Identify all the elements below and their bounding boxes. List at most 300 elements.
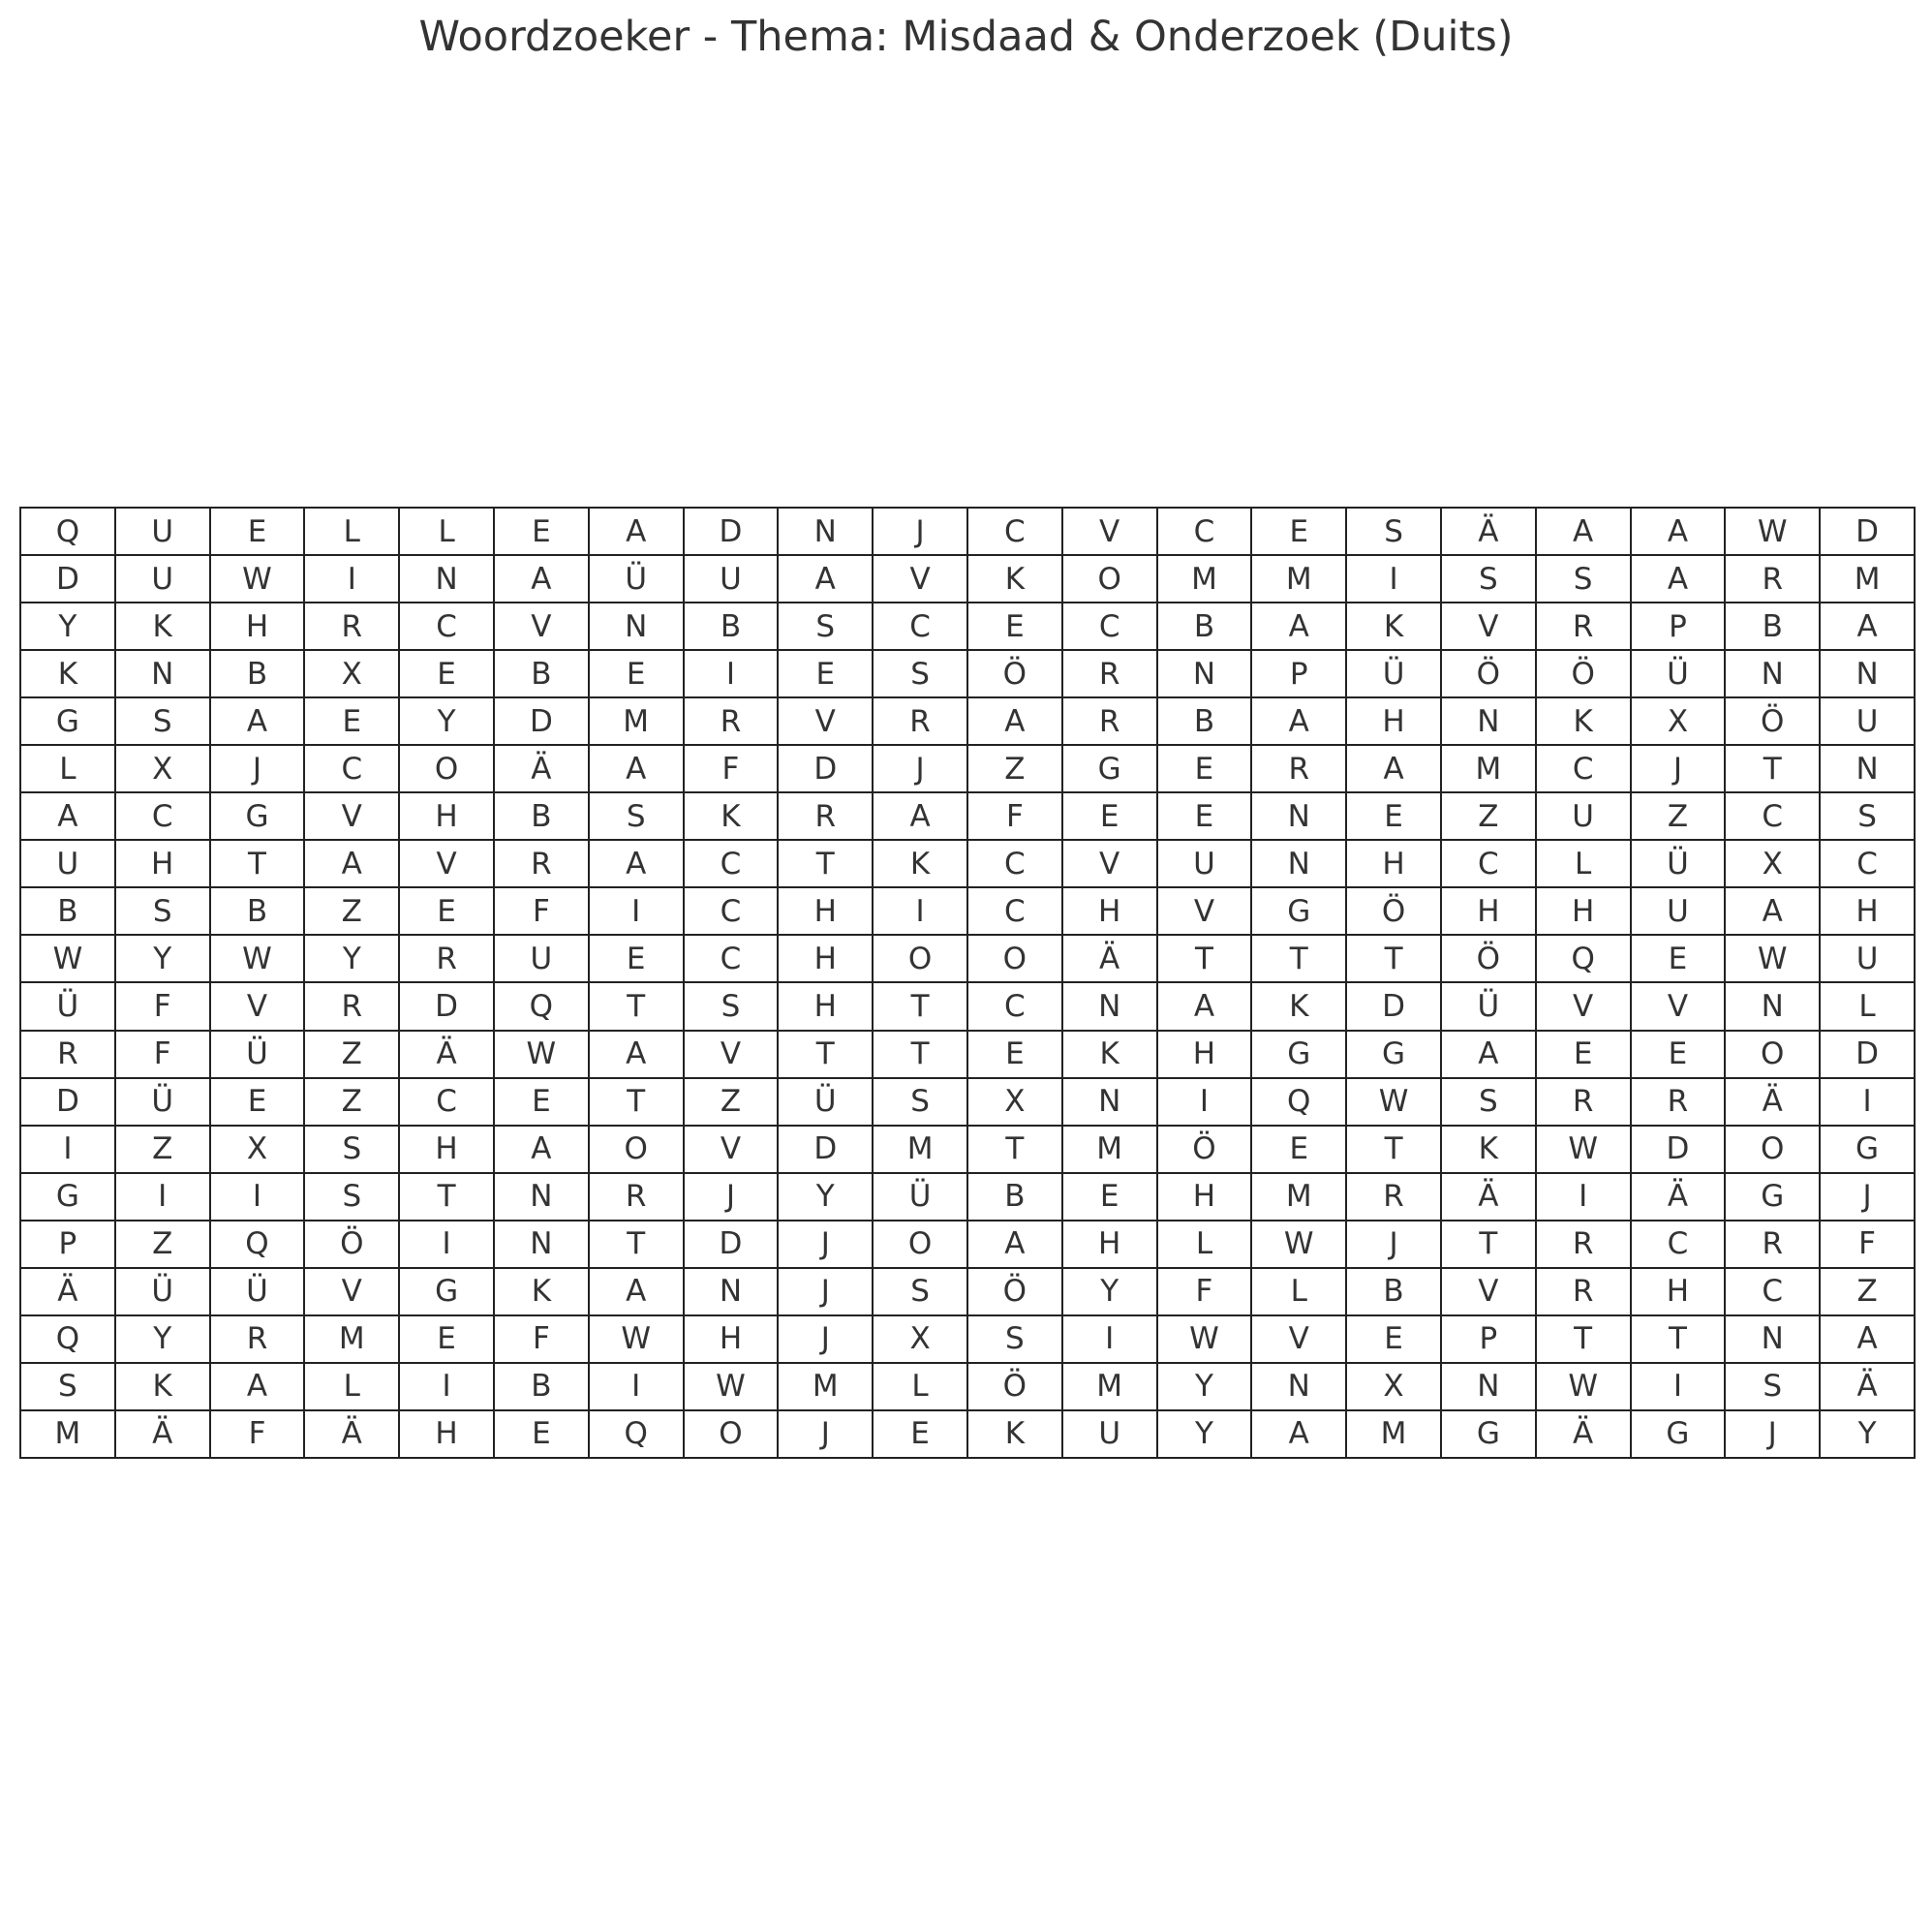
grid-cell[interactable]: D [684, 1221, 779, 1268]
grid-cell[interactable]: N [1251, 840, 1346, 887]
grid-cell[interactable]: W [1536, 1363, 1631, 1410]
grid-cell[interactable]: Ö [1725, 697, 1820, 745]
grid-cell[interactable]: T [1157, 935, 1252, 982]
grid-cell[interactable]: A [1820, 1315, 1915, 1363]
grid-cell[interactable]: R [304, 982, 399, 1030]
grid-cell[interactable]: A [20, 792, 115, 840]
grid-cell[interactable]: U [1157, 840, 1252, 887]
grid-cell[interactable]: B [967, 1173, 1062, 1221]
grid-cell[interactable]: R [1725, 555, 1820, 603]
grid-cell[interactable]: A [494, 555, 589, 603]
grid-cell[interactable]: Y [20, 603, 115, 650]
grid-cell[interactable]: A [1631, 555, 1726, 603]
grid-cell[interactable]: L [1536, 840, 1631, 887]
grid-cell[interactable]: F [684, 745, 779, 792]
grid-cell[interactable]: Ü [20, 982, 115, 1030]
grid-cell[interactable]: E [1157, 745, 1252, 792]
grid-cell[interactable]: Ä [115, 1410, 210, 1458]
grid-cell[interactable]: C [684, 887, 779, 935]
grid-cell[interactable]: Ö [1157, 1126, 1252, 1173]
grid-cell[interactable]: X [1346, 1363, 1441, 1410]
grid-cell[interactable]: Ö [1441, 650, 1536, 697]
grid-cell[interactable]: Ä [1725, 1078, 1820, 1126]
grid-cell[interactable]: Ä [494, 745, 589, 792]
grid-cell[interactable]: C [967, 982, 1062, 1030]
grid-cell[interactable]: U [1820, 935, 1915, 982]
grid-cell[interactable]: K [115, 1363, 210, 1410]
grid-cell[interactable]: Q [1251, 1078, 1346, 1126]
grid-cell[interactable]: M [1251, 555, 1346, 603]
grid-cell[interactable]: R [684, 697, 779, 745]
grid-cell[interactable]: E [1157, 792, 1252, 840]
grid-cell[interactable]: C [1631, 1221, 1726, 1268]
grid-cell[interactable]: O [399, 745, 494, 792]
grid-cell[interactable]: T [1441, 1221, 1536, 1268]
grid-cell[interactable]: X [873, 1315, 967, 1363]
grid-cell[interactable]: B [1157, 603, 1252, 650]
grid-cell[interactable]: N [1725, 650, 1820, 697]
grid-cell[interactable]: O [589, 1126, 684, 1173]
grid-cell[interactable]: A [494, 1126, 589, 1173]
grid-cell[interactable]: Ä [399, 1031, 494, 1078]
grid-cell[interactable]: R [494, 840, 589, 887]
grid-cell[interactable]: X [1631, 697, 1726, 745]
grid-cell[interactable]: Y [778, 1173, 873, 1221]
grid-cell[interactable]: D [20, 555, 115, 603]
grid-cell[interactable]: I [684, 650, 779, 697]
grid-cell[interactable]: C [684, 840, 779, 887]
grid-cell[interactable]: S [1536, 555, 1631, 603]
grid-cell[interactable]: C [399, 603, 494, 650]
grid-cell[interactable]: A [873, 792, 967, 840]
grid-cell[interactable]: Ö [1536, 650, 1631, 697]
grid-cell[interactable]: C [1725, 792, 1820, 840]
grid-cell[interactable]: L [1157, 1221, 1252, 1268]
grid-cell[interactable]: G [20, 1173, 115, 1221]
grid-cell[interactable]: S [304, 1173, 399, 1221]
grid-cell[interactable]: O [873, 1221, 967, 1268]
grid-cell[interactable]: W [210, 935, 305, 982]
grid-cell[interactable]: T [210, 840, 305, 887]
grid-cell[interactable]: Ü [210, 1268, 305, 1315]
grid-cell[interactable]: H [1062, 1221, 1157, 1268]
grid-cell[interactable]: D [399, 982, 494, 1030]
grid-cell[interactable]: R [1536, 603, 1631, 650]
grid-cell[interactable]: V [778, 697, 873, 745]
grid-cell[interactable]: U [1062, 1410, 1157, 1458]
grid-cell[interactable]: N [778, 508, 873, 555]
grid-cell[interactable]: V [684, 1031, 779, 1078]
grid-cell[interactable]: Ä [1631, 1173, 1726, 1221]
grid-cell[interactable]: L [304, 508, 399, 555]
grid-cell[interactable]: G [1251, 1031, 1346, 1078]
grid-cell[interactable]: Q [210, 1221, 305, 1268]
grid-cell[interactable]: A [778, 555, 873, 603]
grid-cell[interactable]: Z [304, 887, 399, 935]
grid-cell[interactable]: W [1725, 935, 1820, 982]
grid-cell[interactable]: A [1157, 982, 1252, 1030]
grid-cell[interactable]: B [494, 1363, 589, 1410]
grid-cell[interactable]: P [20, 1221, 115, 1268]
grid-cell[interactable]: C [1820, 840, 1915, 887]
grid-cell[interactable]: L [399, 508, 494, 555]
grid-cell[interactable]: Y [1062, 1268, 1157, 1315]
grid-cell[interactable]: I [1536, 1173, 1631, 1221]
grid-cell[interactable]: N [1725, 982, 1820, 1030]
grid-cell[interactable]: V [304, 792, 399, 840]
grid-cell[interactable]: A [304, 840, 399, 887]
grid-cell[interactable]: R [1251, 745, 1346, 792]
grid-cell[interactable]: S [684, 982, 779, 1030]
grid-cell[interactable]: I [1157, 1078, 1252, 1126]
grid-cell[interactable]: Ü [210, 1031, 305, 1078]
grid-cell[interactable]: A [589, 1268, 684, 1315]
grid-cell[interactable]: M [1062, 1126, 1157, 1173]
grid-cell[interactable]: M [778, 1363, 873, 1410]
grid-cell[interactable]: N [1157, 650, 1252, 697]
grid-cell[interactable]: J [778, 1221, 873, 1268]
grid-cell[interactable]: N [1062, 982, 1157, 1030]
grid-cell[interactable]: T [1346, 935, 1441, 982]
grid-cell[interactable]: C [115, 792, 210, 840]
grid-cell[interactable]: K [873, 840, 967, 887]
grid-cell[interactable]: Ö [1346, 887, 1441, 935]
grid-cell[interactable]: G [210, 792, 305, 840]
grid-cell[interactable]: A [1251, 697, 1346, 745]
grid-cell[interactable]: U [115, 508, 210, 555]
grid-cell[interactable]: H [399, 1126, 494, 1173]
grid-cell[interactable]: R [1062, 697, 1157, 745]
grid-cell[interactable]: I [115, 1173, 210, 1221]
grid-cell[interactable]: D [778, 745, 873, 792]
grid-cell[interactable]: S [1346, 508, 1441, 555]
grid-cell[interactable]: V [399, 840, 494, 887]
grid-cell[interactable]: Ü [1631, 840, 1726, 887]
grid-cell[interactable]: V [1062, 508, 1157, 555]
grid-cell[interactable]: U [1631, 887, 1726, 935]
grid-cell[interactable]: Q [494, 982, 589, 1030]
grid-cell[interactable]: A [589, 840, 684, 887]
grid-cell[interactable]: Ä [1441, 508, 1536, 555]
grid-cell[interactable]: H [399, 1410, 494, 1458]
grid-cell[interactable]: B [20, 887, 115, 935]
grid-cell[interactable]: E [494, 508, 589, 555]
grid-cell[interactable]: E [1631, 935, 1726, 982]
grid-cell[interactable]: R [20, 1031, 115, 1078]
grid-cell[interactable]: A [967, 697, 1062, 745]
grid-cell[interactable]: Ö [967, 1268, 1062, 1315]
grid-cell[interactable]: Ü [589, 555, 684, 603]
grid-cell[interactable]: A [1536, 508, 1631, 555]
grid-cell[interactable]: A [967, 1221, 1062, 1268]
grid-cell[interactable]: R [1536, 1268, 1631, 1315]
grid-cell[interactable]: S [115, 887, 210, 935]
grid-cell[interactable]: N [1725, 1315, 1820, 1363]
grid-cell[interactable]: P [1251, 650, 1346, 697]
grid-cell[interactable]: K [967, 555, 1062, 603]
grid-cell[interactable]: D [1820, 508, 1915, 555]
grid-cell[interactable]: X [304, 650, 399, 697]
grid-cell[interactable]: F [494, 1315, 589, 1363]
grid-cell[interactable]: E [1062, 1173, 1157, 1221]
grid-cell[interactable]: V [210, 982, 305, 1030]
grid-cell[interactable]: G [20, 697, 115, 745]
grid-cell[interactable]: S [1725, 1363, 1820, 1410]
grid-cell[interactable]: C [967, 840, 1062, 887]
grid-cell[interactable]: Z [1441, 792, 1536, 840]
grid-cell[interactable]: I [1346, 555, 1441, 603]
grid-cell[interactable]: Y [304, 935, 399, 982]
grid-cell[interactable]: N [494, 1173, 589, 1221]
grid-cell[interactable]: J [778, 1268, 873, 1315]
grid-cell[interactable]: B [210, 887, 305, 935]
grid-cell[interactable]: M [20, 1410, 115, 1458]
grid-cell[interactable]: M [1157, 555, 1252, 603]
grid-cell[interactable]: E [210, 508, 305, 555]
grid-cell[interactable]: I [873, 887, 967, 935]
grid-cell[interactable]: J [873, 745, 967, 792]
grid-cell[interactable]: J [873, 508, 967, 555]
grid-cell[interactable]: Ü [1631, 650, 1726, 697]
grid-cell[interactable]: F [967, 792, 1062, 840]
grid-cell[interactable]: L [873, 1363, 967, 1410]
grid-cell[interactable]: Z [304, 1078, 399, 1126]
grid-cell[interactable]: E [1346, 1315, 1441, 1363]
grid-cell[interactable]: Y [1157, 1410, 1252, 1458]
grid-cell[interactable]: Y [115, 935, 210, 982]
grid-cell[interactable]: H [1157, 1173, 1252, 1221]
grid-cell[interactable]: E [1536, 1031, 1631, 1078]
grid-cell[interactable]: W [1725, 508, 1820, 555]
grid-cell[interactable]: F [115, 982, 210, 1030]
grid-cell[interactable]: R [1062, 650, 1157, 697]
grid-cell[interactable]: V [684, 1126, 779, 1173]
grid-cell[interactable]: Ä [1062, 935, 1157, 982]
grid-cell[interactable]: C [967, 508, 1062, 555]
grid-cell[interactable]: Y [399, 697, 494, 745]
grid-cell[interactable]: L [1820, 982, 1915, 1030]
grid-cell[interactable]: L [20, 745, 115, 792]
grid-cell[interactable]: B [1725, 603, 1820, 650]
grid-cell[interactable]: E [873, 1410, 967, 1458]
grid-cell[interactable]: W [494, 1031, 589, 1078]
grid-cell[interactable]: R [210, 1315, 305, 1363]
grid-cell[interactable]: U [1536, 792, 1631, 840]
grid-cell[interactable]: X [115, 745, 210, 792]
grid-cell[interactable]: Ä [1820, 1363, 1915, 1410]
grid-cell[interactable]: X [1725, 840, 1820, 887]
grid-cell[interactable]: G [1820, 1126, 1915, 1173]
grid-cell[interactable]: N [1062, 1078, 1157, 1126]
grid-cell[interactable]: W [1346, 1078, 1441, 1126]
grid-cell[interactable]: A [1725, 887, 1820, 935]
grid-cell[interactable]: K [1062, 1031, 1157, 1078]
grid-cell[interactable]: F [1820, 1221, 1915, 1268]
grid-cell[interactable]: H [115, 840, 210, 887]
grid-cell[interactable]: R [873, 697, 967, 745]
grid-cell[interactable]: Ü [115, 1078, 210, 1126]
grid-cell[interactable]: Ö [304, 1221, 399, 1268]
grid-cell[interactable]: T [778, 1031, 873, 1078]
grid-cell[interactable]: I [589, 1363, 684, 1410]
grid-cell[interactable]: Q [1536, 935, 1631, 982]
grid-cell[interactable]: S [1441, 1078, 1536, 1126]
grid-cell[interactable]: R [1536, 1078, 1631, 1126]
grid-cell[interactable]: B [1157, 697, 1252, 745]
grid-cell[interactable]: E [1251, 1126, 1346, 1173]
grid-cell[interactable]: Ü [778, 1078, 873, 1126]
grid-cell[interactable]: O [873, 935, 967, 982]
grid-cell[interactable]: R [1631, 1078, 1726, 1126]
grid-cell[interactable]: E [1251, 508, 1346, 555]
grid-cell[interactable]: A [1251, 603, 1346, 650]
grid-cell[interactable]: J [210, 745, 305, 792]
grid-cell[interactable]: H [1346, 840, 1441, 887]
grid-cell[interactable]: V [873, 555, 967, 603]
grid-cell[interactable]: C [1536, 745, 1631, 792]
grid-cell[interactable]: J [1725, 1410, 1820, 1458]
grid-cell[interactable]: K [684, 792, 779, 840]
grid-cell[interactable]: M [1251, 1173, 1346, 1221]
grid-cell[interactable]: E [589, 935, 684, 982]
grid-cell[interactable]: S [778, 603, 873, 650]
grid-cell[interactable]: V [1251, 1315, 1346, 1363]
grid-cell[interactable]: E [1631, 1031, 1726, 1078]
grid-cell[interactable]: A [1346, 745, 1441, 792]
grid-cell[interactable]: T [589, 1221, 684, 1268]
grid-cell[interactable]: G [1062, 745, 1157, 792]
grid-cell[interactable]: G [1441, 1410, 1536, 1458]
grid-cell[interactable]: B [494, 650, 589, 697]
grid-cell[interactable]: T [589, 982, 684, 1030]
grid-cell[interactable]: R [1725, 1221, 1820, 1268]
grid-cell[interactable]: V [1062, 840, 1157, 887]
grid-cell[interactable]: R [399, 935, 494, 982]
grid-cell[interactable]: H [210, 603, 305, 650]
grid-cell[interactable]: R [1346, 1173, 1441, 1221]
grid-cell[interactable]: Z [115, 1221, 210, 1268]
grid-cell[interactable]: A [1441, 1031, 1536, 1078]
grid-cell[interactable]: R [589, 1173, 684, 1221]
grid-cell[interactable]: U [1820, 697, 1915, 745]
grid-cell[interactable]: K [1441, 1126, 1536, 1173]
grid-cell[interactable]: N [1820, 745, 1915, 792]
grid-cell[interactable]: Ä [304, 1410, 399, 1458]
grid-cell[interactable]: T [1536, 1315, 1631, 1363]
grid-cell[interactable]: E [967, 1031, 1062, 1078]
grid-cell[interactable]: T [1251, 935, 1346, 982]
grid-cell[interactable]: J [1346, 1221, 1441, 1268]
grid-cell[interactable]: I [589, 887, 684, 935]
grid-cell[interactable]: Z [1631, 792, 1726, 840]
grid-cell[interactable]: D [778, 1126, 873, 1173]
grid-cell[interactable]: A [589, 508, 684, 555]
grid-cell[interactable]: S [873, 650, 967, 697]
grid-cell[interactable]: A [589, 745, 684, 792]
grid-cell[interactable]: C [1062, 603, 1157, 650]
grid-cell[interactable]: H [1820, 887, 1915, 935]
grid-cell[interactable]: M [1346, 1410, 1441, 1458]
grid-cell[interactable]: C [1157, 508, 1252, 555]
grid-cell[interactable]: H [684, 1315, 779, 1363]
grid-cell[interactable]: Ö [967, 1363, 1062, 1410]
grid-cell[interactable]: K [20, 650, 115, 697]
grid-cell[interactable]: M [589, 697, 684, 745]
grid-cell[interactable]: G [1631, 1410, 1726, 1458]
grid-cell[interactable]: Z [304, 1031, 399, 1078]
grid-cell[interactable]: D [1631, 1126, 1726, 1173]
grid-cell[interactable]: N [684, 1268, 779, 1315]
grid-cell[interactable]: I [1062, 1315, 1157, 1363]
grid-cell[interactable]: K [115, 603, 210, 650]
grid-cell[interactable]: E [304, 697, 399, 745]
grid-cell[interactable]: E [967, 603, 1062, 650]
grid-cell[interactable]: K [494, 1268, 589, 1315]
grid-cell[interactable]: E [589, 650, 684, 697]
grid-cell[interactable]: A [210, 697, 305, 745]
grid-cell[interactable]: I [304, 555, 399, 603]
grid-cell[interactable]: Z [967, 745, 1062, 792]
grid-cell[interactable]: Q [20, 1315, 115, 1363]
grid-cell[interactable]: N [1820, 650, 1915, 697]
grid-cell[interactable]: H [1536, 887, 1631, 935]
grid-cell[interactable]: V [1536, 982, 1631, 1030]
grid-cell[interactable]: B [1346, 1268, 1441, 1315]
grid-cell[interactable]: Q [589, 1410, 684, 1458]
grid-cell[interactable]: E [399, 650, 494, 697]
grid-cell[interactable]: O [1725, 1126, 1820, 1173]
grid-cell[interactable]: V [304, 1268, 399, 1315]
grid-cell[interactable]: J [778, 1315, 873, 1363]
grid-cell[interactable]: J [684, 1173, 779, 1221]
grid-cell[interactable]: W [20, 935, 115, 982]
grid-cell[interactable]: R [778, 792, 873, 840]
grid-cell[interactable]: S [20, 1363, 115, 1410]
grid-cell[interactable]: I [20, 1126, 115, 1173]
grid-cell[interactable]: B [684, 603, 779, 650]
grid-cell[interactable]: F [210, 1410, 305, 1458]
grid-cell[interactable]: E [1062, 792, 1157, 840]
grid-cell[interactable]: H [1346, 697, 1441, 745]
grid-cell[interactable]: Y [1820, 1410, 1915, 1458]
grid-cell[interactable]: I [399, 1363, 494, 1410]
grid-cell[interactable]: V [1441, 603, 1536, 650]
grid-cell[interactable]: W [684, 1363, 779, 1410]
grid-cell[interactable]: S [1441, 555, 1536, 603]
grid-cell[interactable]: H [399, 792, 494, 840]
grid-cell[interactable]: S [304, 1126, 399, 1173]
grid-cell[interactable]: D [494, 697, 589, 745]
grid-cell[interactable]: G [1346, 1031, 1441, 1078]
grid-cell[interactable]: C [1441, 840, 1536, 887]
grid-cell[interactable]: B [494, 792, 589, 840]
grid-cell[interactable]: I [1631, 1363, 1726, 1410]
grid-cell[interactable]: Ü [873, 1173, 967, 1221]
grid-cell[interactable]: V [1157, 887, 1252, 935]
grid-cell[interactable]: S [1820, 792, 1915, 840]
grid-cell[interactable]: E [494, 1078, 589, 1126]
grid-cell[interactable]: K [1346, 603, 1441, 650]
grid-cell[interactable]: Ö [967, 650, 1062, 697]
grid-cell[interactable]: I [210, 1173, 305, 1221]
grid-cell[interactable]: A [210, 1363, 305, 1410]
grid-cell[interactable]: E [778, 650, 873, 697]
grid-cell[interactable]: M [1062, 1363, 1157, 1410]
grid-cell[interactable]: Ä [20, 1268, 115, 1315]
grid-cell[interactable]: Y [115, 1315, 210, 1363]
grid-cell[interactable]: C [684, 935, 779, 982]
grid-cell[interactable]: H [778, 935, 873, 982]
